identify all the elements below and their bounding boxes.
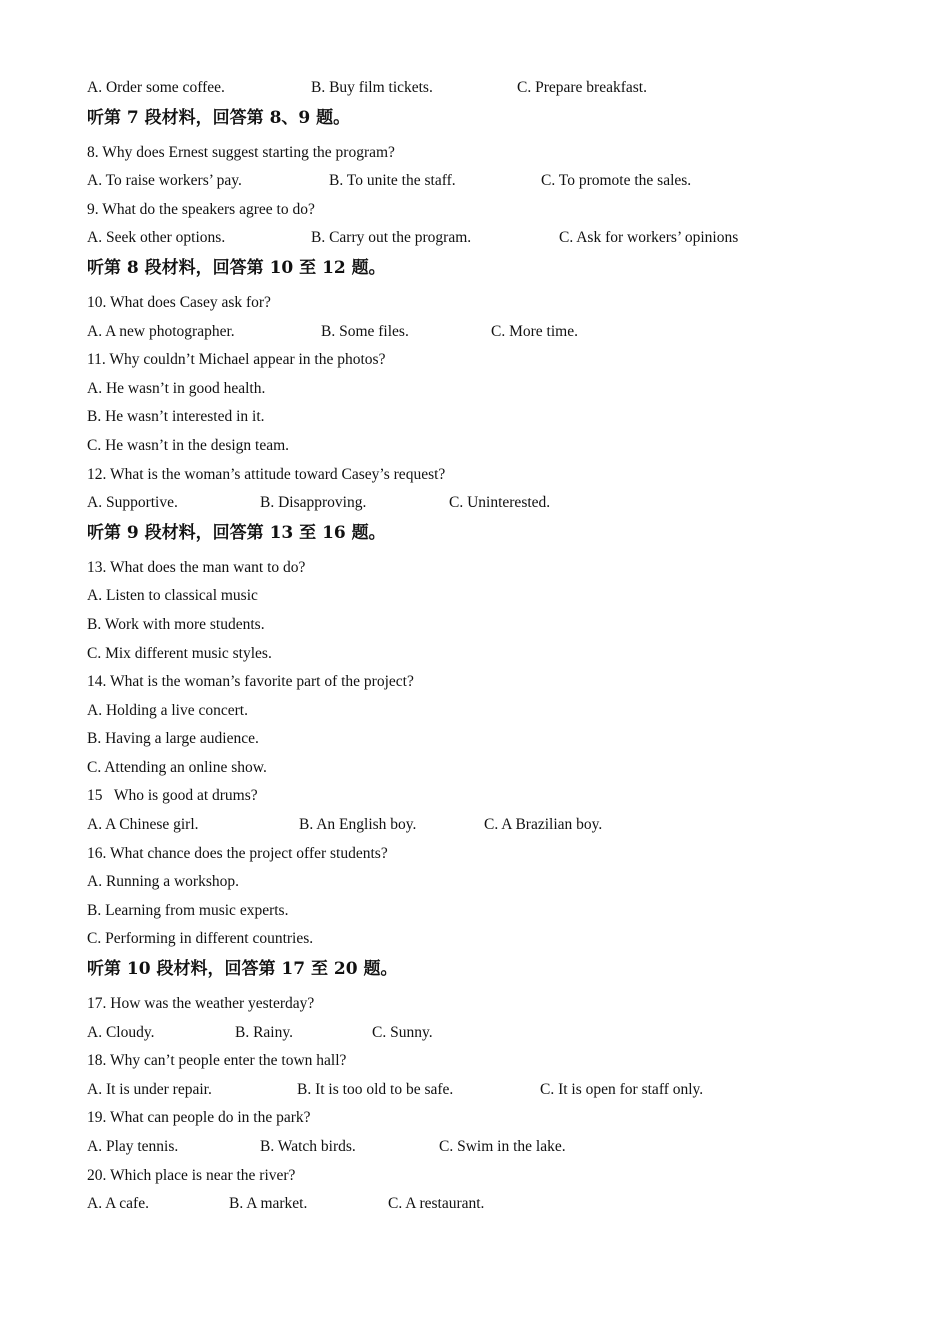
option-b: B. An English boy. — [299, 816, 417, 834]
options-row-q20 — [87, 1190, 887, 1219]
section-heading-7: 听第 7 段材料，回答第 8、9 题。 — [87, 107, 351, 128]
section-heading-9: 听第 9 段材料，回答第 13 至 16 题。 — [87, 522, 386, 543]
option-c-line: C. He wasn’t in the design team. — [87, 436, 290, 454]
question-17: 17. How was the weather yesterday? — [87, 995, 315, 1013]
option-c-line: C. Attending an online show. — [87, 758, 267, 776]
option-b: B. A market. — [229, 1195, 308, 1213]
option-a: A. It is under repair. — [87, 1080, 212, 1098]
option-b: B. Disapproving. — [260, 494, 367, 512]
options-row-q15 — [87, 811, 887, 840]
question-12: 12. What is the woman’s attitude toward Casey’s request? — [87, 465, 446, 483]
options-row-q7 — [87, 74, 887, 103]
options-row-q8 — [87, 167, 887, 196]
question-11: 11. Why couldn’t Michael appear in the photos? — [87, 351, 386, 369]
options-row-q9 — [87, 224, 887, 253]
option-c: C. Prepare breakfast. — [517, 79, 647, 96]
question-16: 16. What chance does the project offer students? — [87, 844, 388, 862]
option-a: A. A new photographer. — [87, 322, 235, 340]
options-row-q10 — [87, 318, 887, 347]
question-9: 9. What do the speakers agree to do? — [87, 200, 315, 218]
option-c-line: C. Performing in different countries. — [87, 930, 314, 948]
option-c: C. Sunny. — [372, 1023, 433, 1041]
option-a: A. Supportive. — [87, 494, 178, 512]
option-c: C. Uninterested. — [449, 494, 551, 512]
exam-page — [87, 74, 887, 1219]
option-c-line: C. Mix different music styles. — [87, 644, 272, 662]
option-a: A. To raise workers’ pay. — [87, 172, 242, 190]
option-a: A. Play tennis. — [87, 1138, 179, 1155]
question-8: 8. Why does Ernest suggest starting the program? — [87, 143, 395, 161]
option-a-line: A. Running a workshop. — [87, 873, 239, 891]
option-c: C. A restaurant. — [388, 1195, 485, 1213]
option-c: C. A Brazilian boy. — [484, 816, 603, 834]
option-a: A. Order some coffee. — [87, 79, 225, 96]
option-c: C. To promote the sales. — [541, 172, 692, 190]
question-15: 15 Who is good at drums? — [87, 787, 258, 805]
section-heading-10: 听第 10 段材料，回答第 17 至 20 题。 — [87, 959, 398, 980]
option-a-line: A. Listen to classical music — [87, 587, 258, 605]
options-row-q12 — [87, 489, 887, 518]
question-20: 20. Which place is near the river? — [87, 1166, 296, 1184]
option-c: C. It is open for staff only. — [540, 1080, 704, 1098]
question-19: 19. What can people do in the park? — [87, 1109, 311, 1127]
option-a: A. Seek other options. — [87, 229, 226, 247]
option-b: B. Carry out the program. — [311, 229, 472, 247]
option-c: C. Swim in the lake. — [439, 1138, 566, 1155]
question-13: 13. What does the man want to do? — [87, 558, 306, 576]
option-b-line: B. He wasn’t interested in it. — [87, 408, 265, 426]
question-14: 14. What is the woman’s favorite part of the project? — [87, 673, 414, 691]
option-b-line: B. Having a large audience. — [87, 730, 259, 748]
option-c: C. More time. — [491, 322, 578, 340]
options-row-q18 — [87, 1076, 887, 1105]
option-b-line: B. Learning from music experts. — [87, 901, 289, 919]
question-10: 10. What does Casey ask for? — [87, 293, 271, 311]
option-a-line: A. Holding a live concert. — [87, 701, 248, 719]
option-a: A. A Chinese girl. — [87, 816, 199, 834]
options-row-q17 — [87, 1019, 887, 1048]
section-heading-8: 听第 8 段材料，回答第 10 至 12 题。 — [87, 257, 386, 278]
option-b: B. To unite the staff. — [329, 172, 456, 190]
option-b: B. Some files. — [321, 322, 409, 340]
option-b: B. It is too old to be safe. — [297, 1080, 454, 1098]
question-18: 18. Why can’t people enter the town hall? — [87, 1052, 347, 1070]
options-row-q19 — [87, 1133, 887, 1162]
option-b: B. Buy film tickets. — [311, 79, 433, 96]
option-b: B. Rainy. — [235, 1023, 293, 1041]
option-a-line: A. He wasn’t in good health. — [87, 379, 266, 397]
option-a: A. A cafe. — [87, 1195, 149, 1213]
option-a: A. Cloudy. — [87, 1023, 155, 1041]
option-c: C. Ask for workers’ opinions — [559, 229, 739, 247]
option-b: B. Watch birds. — [260, 1138, 356, 1155]
option-b-line: B. Work with more students. — [87, 615, 265, 633]
